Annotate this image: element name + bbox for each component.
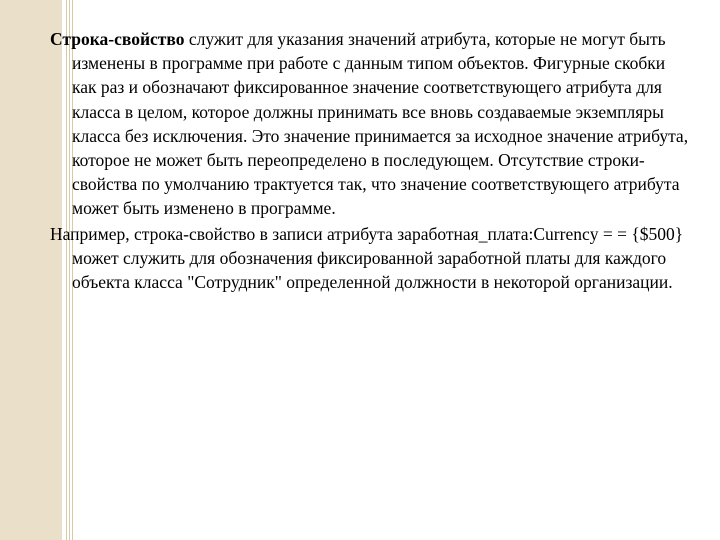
paragraph-example <box>50 222 690 295</box>
example-text: Например, строка-свойство в записи атрибута заработная_плата:Currency = = {$500} может служить для обозначения фиксированной заработной платы для каждого объекта класса "Сотрудник" определенной должности в некоторой организации. <box>50 223 684 293</box>
paragraph-definition <box>50 27 690 221</box>
slide-body <box>50 27 690 294</box>
definition-text: служит для указания значений атрибута, которые не могут быть изменены в программе при работе с данным типом объектов. Фигурные скобки как раз и обозначают фиксированное значение соответствующего атрибута для класса в целом, которое должны принимать все вновь создаваемые экземпляры класса без исключения. Это значение принимается за исходное значение атрибута, которое не может быть переопределено в последующем. Отсутствие строки-свойства по умолчанию трактуется так, что значение соответствующего атрибута может быть изменено в программе. <box>72 29 689 219</box>
defined-term: Строка-свойство <box>50 29 185 49</box>
